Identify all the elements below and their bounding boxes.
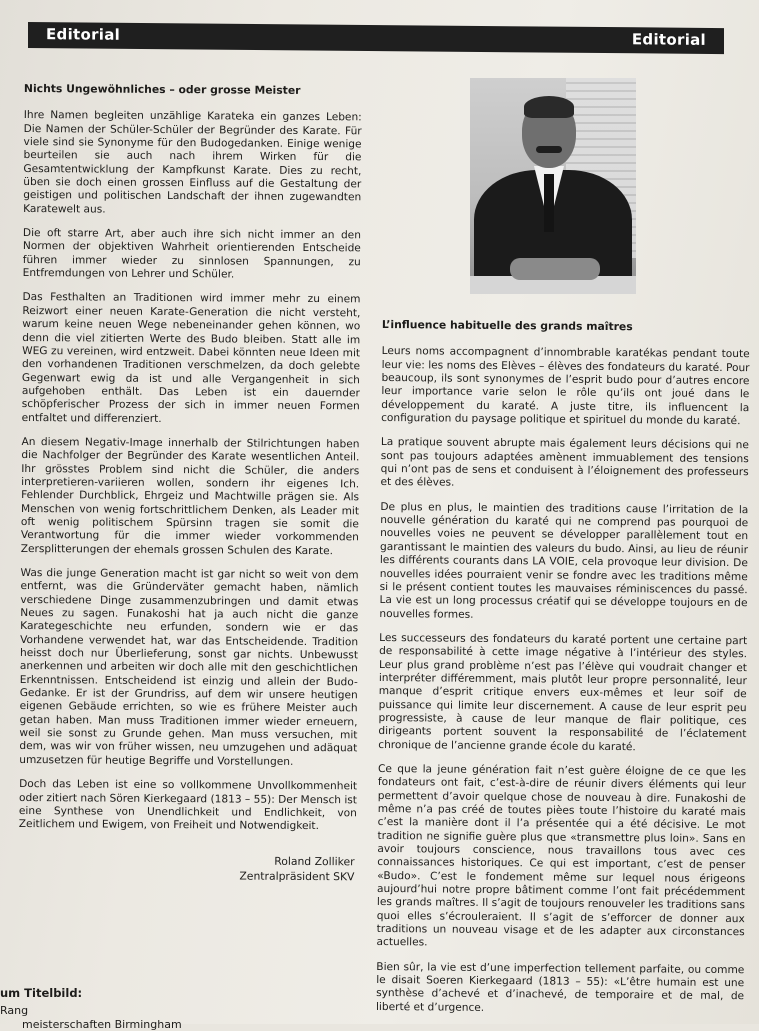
german-paragraph: Ihre Namen begleiten unzählige Karateka ein ganzes Leben: Die Namen der Schüler-Schüler der Begründer des Karate. Für viele sind sie Synonyme für den Budogedanken. Einige wenige beurteilen sie auch nach ihrem Wirken für die Gesamtentwicklung der Kampfkunst Karate. Dies zu recht, üben sie doch einen grossen Einfluss auf die Gestaltung der geistigen und politischen Landschaft der ihnen zugewandten Karatewelt aus. <box>23 109 362 216</box>
german-paragraph: An diesem Negativ-Image innerhalb der Stilrichtungen haben die Nachfolger der Begründer des Karate wesentlichen Anteil. Ihr grösstes Problem sind nicht die Schüler, die anders interpretieren-variieren wollen, sondern ihr eigenes Ich. Fehlender Durchblick, Ehrgeiz und Machtwille prägen sie. Als Menschen von wenig fortschrittlichem Denken, als Leader mit oft wenig politischem Spürsinn tragen sie somit die Verantwortung für die immer wieder vorkommenden Zersplitterungen der ehemals grossen Schulen des Karate. <box>20 435 360 557</box>
french-paragraph: Leurs noms accompagnent d’innombrable karatékas pendant toute leur vie: les noms des Elèves – élèves des fondateurs du karaté. Pour beaucoup, ils sont synonymes de l’esprit budo pour d’autres encore leur importance varie selon le rôle qu’ils ont joué dans le développement du karaté. A juste titre, ils influencent la configuration du paysage politique et spirituel du monde du karaté. <box>381 345 750 428</box>
header-label-right: Editorial <box>631 30 706 49</box>
german-column <box>18 82 362 884</box>
french-column <box>376 318 750 1028</box>
german-heading: Nichts Ungewöhnliches – oder grosse Meister <box>23 82 301 97</box>
editorial-header-bar <box>28 22 724 54</box>
german-paragraph: Was die junge Generation macht ist gar nicht so weit von dem entfernt, was die Gründerväter gemacht haben, nämlich verschiedene Dinge zusammenzubringen und damit etwas Neues zu sagen. Funakoshi hat ja auch nicht die ganze Karategeschichte neu erfunden, sondern wie er das Vorhandene verwendet hat, war das Entscheidende. Tradition heisst doch nur Überlieferung, sonst gar nichts. Unbewusst anerkennen und arbeiten wir doch alle mit den geschichtlichen Erkenntnissen. Entscheidend ist einzig und allein der Budo-Gedanke. Er ist der Grundriss, auf dem wir unsere heutigen eigenen Gebäude errichten, so wie es frühere Meister auch getan haben. Man muss Traditionen immer wieder erneuern, weil sie sonst zu Grunde gehen. Man muss versuchen, mit dem, was wir von früher wissen, neu umzugehen und adäquat umzusetzen für heutige Begriffe und Vorstellungen. <box>19 566 359 768</box>
author-portrait-photo <box>470 78 636 294</box>
french-paragraph: Les successeurs des fondateurs du karaté portent une certaine part de responsabilité à cette image négative à l’intérieur des styles. Leur plus grand problème n’est pas l’élève qui voudrait changer et interpréter différemment, mais plutôt leur propre personnalité, leur manque d’esprit critique envers eux-mêmes et leur soif de puissance qui limite leur discernement. A cause de leur esprit peu progressiste, à cause de leur manque de flair politique, ces dirigeants portent souvent la responsabilité de l’éclatement chronique de l’ancienne grande école du karaté. <box>378 631 748 753</box>
french-paragraph: Bien sûr, la vie est d’une imperfection tellement parfaite, ou comme le disait Soeren Kierkegaard (1813 – 55): «L’être humain est une synthèse d’achevé et d’inachevé, de temporaire et de mal, de liberté et d’urgence. <box>375 960 745 1014</box>
french-paragraph: De plus en plus, le maintien des traditions cause l’irritation de la nouvelle génération du karaté qui ne comprend pas pourquoi de nouvelles voies ne peuvent se développer parallèlement tout en garantissant le maintien des valeurs du budo. Ainsi, au lieu de réunir les différents courants dans LA VOIE, cela provoque leur division. De nouvelles idées pourraient venir se fondre avec les traditions même si le présent contient toutes les mauvaises réminiscences du passé. La vie est un long processus créatif qui se développe toujours en de nouvelles formes. <box>379 500 749 621</box>
rang-continuation: meisterschaften Birmingham <box>22 1018 182 1031</box>
rang-text: Rang <box>0 1004 29 1017</box>
french-paragraph: La pratique souvent abrupte mais également leurs décisions qui ne sont pas toujours adaptées amènent immuablement des tensions qui n’ont pas de sens et conduisent à l’éloignement des professeurs et des élèves. <box>380 436 749 490</box>
header-label-left: Editorial <box>46 25 121 44</box>
signature-title: Zentralpräsident SKV <box>239 869 355 883</box>
french-paragraph: Ce que la jeune génération fait n’est guère éloigne de ce que les fondateurs ont fait, c’est-à-dire de réunir divers éléments qui leur permettent d’avoir quelque chose de nouveau à dire. Funakoshi de même n’a pas créé de toutes pièes toute l’histoire du karaté mais c’est la manière dont il l’a présentée qui a été décisive. Le mot tradition ne signifie guère plus que «transmettre plus loin». Sans en avoir toujours conscience, nous travaillons tous avec ces connaissances historiques. Ce qui est important, c’est de penser «Budo». C’est le fondement même sur lequel nous érigeons aujourd’hui notre propre bâtiment comme l’ont fait précédemment les grands maîtres. Il s’agit de toujours renouveler les traditions sans quoi elles s’écrouleraient. Il s’agit de s’efforcer de donner aux traditions un nouveau visage et de les adapter aux circonstances actuelles. <box>376 762 747 949</box>
signature-block <box>18 852 356 884</box>
titelbild-label: um Titelbild: <box>0 986 83 1000</box>
german-paragraph: Das Festhalten an Traditionen wird immer mehr zu einem Reizwort einer neuen Karate-Generation die nicht versteht, warum keine neuen Wege nebeneinander gehen können, wo denn die viel zitierten Werte des Budo bleiben. Statt alle im WEG zu vereinen, wird entzweit. Dabei könnten neue Ideen mit den vorhandenen Traditionen verschmelzen, da doch gelebte Gegenwart ewig da ist und alle Vergangenheit in sich aufgehoben enthält. Das Leben ist ein dauernder schöpferischer Prozess der sich in immer neuen Formen entfaltet und differenziert. <box>21 291 361 425</box>
french-heading: L’influence habituelle des grands maîtres <box>381 318 633 334</box>
german-paragraph: Doch das Leben ist eine so vollkommene Unvollkommenheit oder zitiert nach Sören Kierkegaard (1813 – 55): Der Mensch ist eine Synthese von Unendlichkeit und Endlichkeit, von Zeitlichem und Ewigem, von Freiheit und Notwendigkeit. <box>18 778 358 833</box>
german-paragraph: Die oft starre Art, aber auch ihre sich nicht immer an den Normen der objektiven Wahrheit orientierenden Entscheide führen immer wieder zu sinnlosen Spannungen, zu Entfremdungen von Lehrer und Schüler. <box>22 227 361 281</box>
signature-name: Roland Zolliker <box>274 854 355 868</box>
